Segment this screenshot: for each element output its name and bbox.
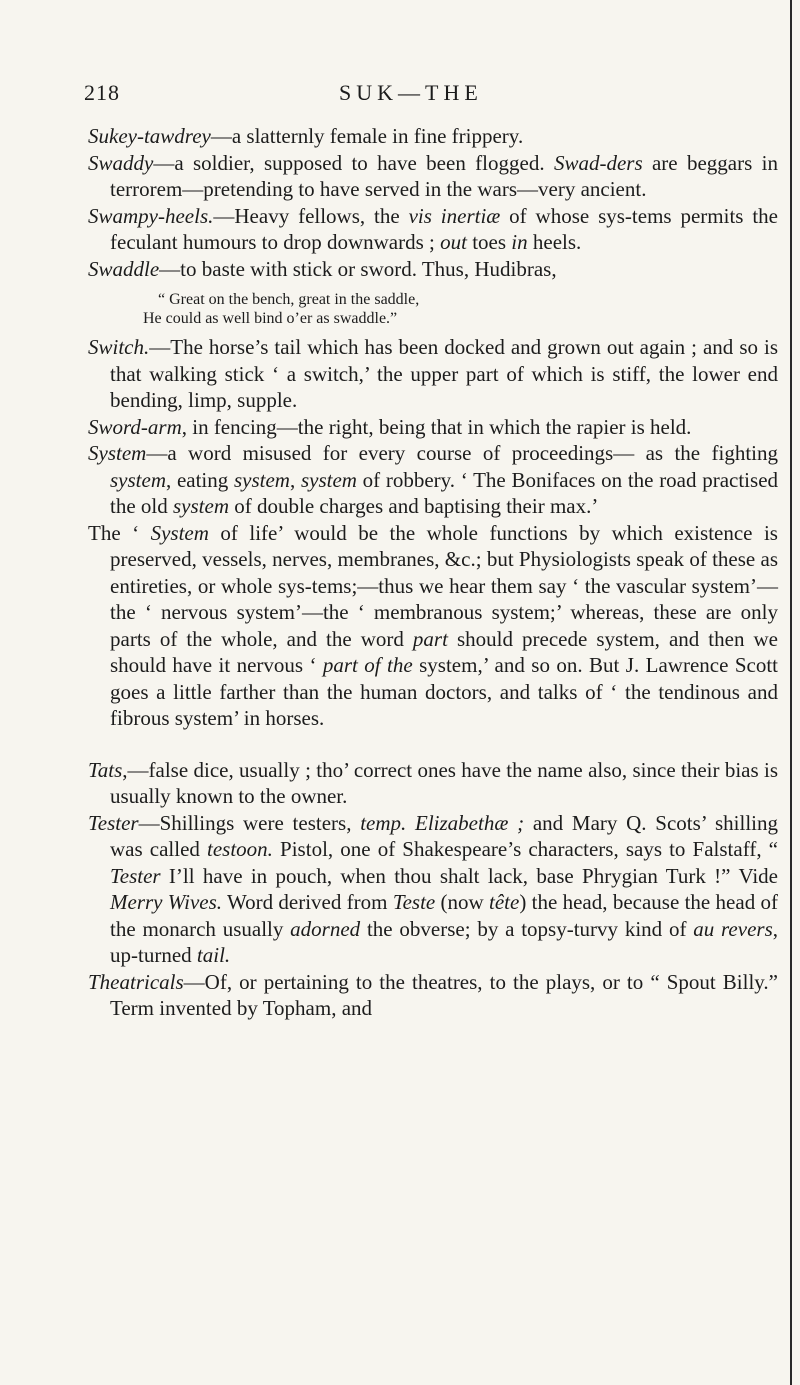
entry-definition: ) the head, because the head of the monarch usually xyxy=(110,890,778,941)
quote-line: “ Great on the bench, great in the saddle, xyxy=(158,291,420,308)
entry-tester xyxy=(88,810,778,969)
entry-definition: and Mary Q. Scots’ shilling was called xyxy=(110,810,778,861)
entry-tats xyxy=(88,757,778,810)
entry-definition: heels. xyxy=(527,230,582,254)
italic-text: Teste xyxy=(392,890,436,914)
entry-definition: , in fencing—the right, being that in which the rapier is held. xyxy=(181,414,692,439)
italic-text: part of the xyxy=(322,653,413,677)
entry-switch xyxy=(88,334,778,414)
entry-definition: the obverse; by a topsy-turvy kind of xyxy=(360,916,694,941)
italic-text: system xyxy=(233,467,290,492)
italic-text: part xyxy=(412,626,448,651)
italic-text: vis inertiæ xyxy=(408,203,501,228)
italic-text: temp. Elizabethæ ; xyxy=(360,810,525,835)
entry-term: System xyxy=(88,441,147,465)
entry-definition: —The horse’s tail which has been docked and grown out again ; and so is that walking stick ‘ a switch,’ the upper part of which is stiff, the lower end bending, limp, supple. xyxy=(110,335,778,412)
entry-swaddy xyxy=(88,150,778,203)
italic-text: Merry Wives. xyxy=(110,890,223,914)
entry-definition: , xyxy=(289,467,301,492)
entry-definition: The ‘ xyxy=(88,520,151,545)
entry-sword-arm xyxy=(88,414,778,441)
entry-term: Tats xyxy=(88,757,123,782)
entry-term: Swad-ders xyxy=(553,150,643,175)
entry-system xyxy=(88,440,778,520)
entry-theatricals xyxy=(88,969,778,1022)
italic-text: system xyxy=(173,494,229,518)
italic-text: in xyxy=(511,230,528,254)
entry-definition: —Shillings were testers, xyxy=(138,810,361,835)
entry-definition: of robbery. ‘ The Bonifaces on the road practised the old xyxy=(110,467,779,518)
page-body xyxy=(88,123,778,1022)
entry-term: Swaddy xyxy=(88,150,154,175)
entry-sukey-tawdrey xyxy=(88,123,778,150)
hudibras-quote xyxy=(88,290,778,328)
entry-system-of-life xyxy=(88,520,778,732)
entry-definition: I’ll have in pouch, when thou shalt lack, base Phrygian Turk !” Vide xyxy=(160,863,778,888)
entry-definition: of double charges and baptising their max.’ xyxy=(229,494,599,518)
entry-definition: —a soldier, supposed to have been flogged. xyxy=(153,150,554,175)
entry-definition: Word derived from xyxy=(222,890,393,914)
entry-definition: , eating xyxy=(166,467,234,492)
entry-definition: , up-turned xyxy=(110,916,778,967)
entry-definition: Pistol, one of Shakespeare’s characters, says to Falstaff, “ xyxy=(272,837,778,861)
italic-text: system xyxy=(110,467,166,492)
entry-definition: should precede system, and then we should have it nervous ‘ xyxy=(110,626,778,677)
entry-term: Sukey-tawdrey xyxy=(88,124,211,148)
quote-line: He could as well bind o’er as swaddle.” xyxy=(143,310,398,327)
italic-text: testoon. xyxy=(207,837,273,861)
italic-text: out xyxy=(440,230,467,254)
entry-term: Swaddle xyxy=(88,256,160,281)
entry-definition: —a slatternly female in fine frippery. xyxy=(210,124,524,148)
entry-term: Switch. xyxy=(88,335,150,359)
entry-definition: —a word misused for every course of proceedings— as the fighting xyxy=(146,441,778,465)
entry-term: Tester xyxy=(88,810,139,835)
entry-definition: system,’ and so on. But J. Lawrence Scott goes a little farther than the human doctors, and talks of ‘ the tendinous and fibrous system’ in horses. xyxy=(110,653,778,730)
page-number: 218 xyxy=(84,80,120,105)
italic-text: tail. xyxy=(196,943,231,967)
italic-text: adorned xyxy=(290,916,361,941)
entry-term: Sword-arm xyxy=(88,414,182,439)
page-header xyxy=(84,80,734,120)
italic-text: system xyxy=(300,467,357,492)
entry-definition: —Heavy fellows, the xyxy=(213,203,409,228)
italic-text: au revers xyxy=(693,916,773,941)
running-head: SUK—THE xyxy=(339,80,483,105)
entry-definition: —to baste with stick or sword. Thus, Hudibras, xyxy=(159,256,557,281)
entry-definition: toes xyxy=(466,230,512,254)
italic-text: System xyxy=(150,520,209,545)
entry-swampy-heels xyxy=(88,203,778,256)
entry-definition: are beggars in terrorem—pretending to have served in the wars—very ancient. xyxy=(110,150,778,201)
page-edge xyxy=(790,0,792,1385)
entry-definition: (now xyxy=(435,890,490,914)
entry-definition: —Of, or pertaining to the theatres, to the plays, or to “ Spout Billy.” Term invented by Topham, and xyxy=(110,969,778,1020)
entry-swaddle xyxy=(88,256,778,283)
entry-definition: of life’ would be the whole functions by which existence is preserved, vessels, nerves, membranes, &c.; but Physiologists speak of these as entireties, or whole sys-tems;—thus we hear them say ‘ the vascular system’—the ‘ nervous system’—the ‘ membranous system;’ whereas, these are only parts of the whole, and the word xyxy=(110,520,778,651)
italic-text: Tester xyxy=(110,863,161,888)
entry-term: Theatricals xyxy=(88,969,184,994)
italic-text: tête xyxy=(489,890,520,914)
entry-term: Swampy-heels. xyxy=(88,203,214,228)
entry-definition: ,—false dice, usually ; tho’ correct ones have the name also, since their bias is usually known to the owner. xyxy=(110,757,778,808)
entry-definition: of whose sys-tems permits the feculant humours to drop downwards ; xyxy=(110,203,778,254)
